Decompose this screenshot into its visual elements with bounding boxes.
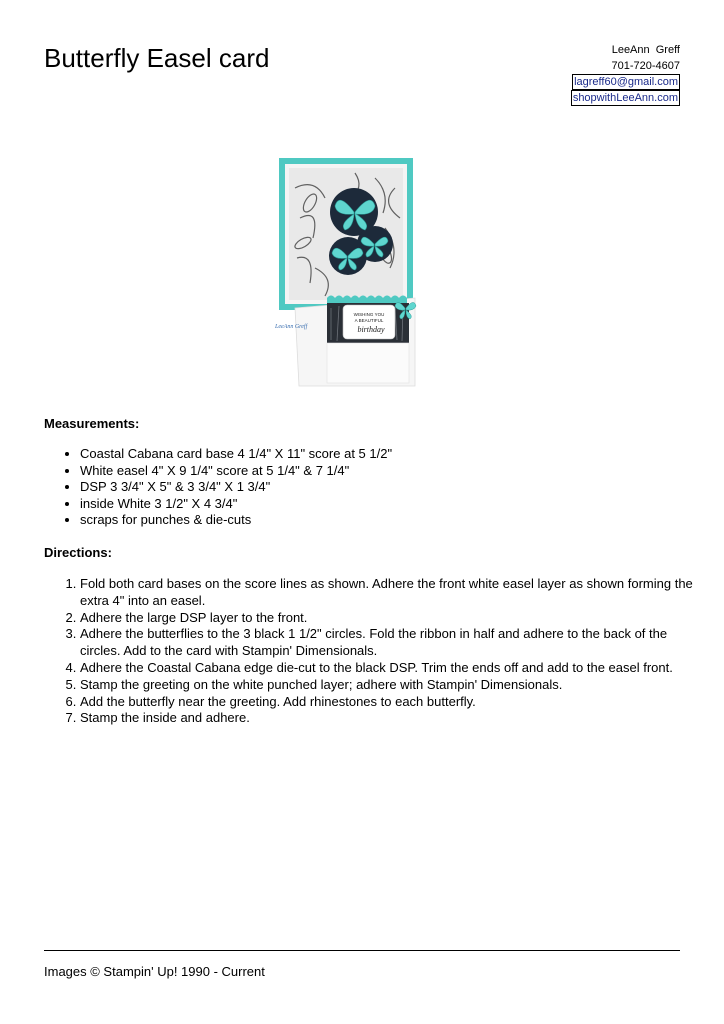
contact-name: LeeAnn Greff [611, 44, 680, 56]
card-photo [255, 158, 455, 388]
website-link[interactable]: shopwithLeeAnn.com [572, 92, 678, 104]
measurements-heading: Measurements: [44, 416, 140, 431]
page-title: Butterfly Easel card [44, 43, 270, 73]
easel-front-base [327, 343, 409, 383]
list-item: • inside White 3 1/2" X 4 3/4" [80, 496, 392, 513]
list-item: 6. Add the butterfly near the greeting. Add rhinestones to each butterfly. [80, 694, 700, 711]
directions-heading: Directions: [44, 545, 112, 560]
greeting-line2: A BEAUTIFUL [354, 318, 384, 323]
list-item: 1. Fold both card bases on the score lines as shown. Adhere the front white easel layer as shown forming the extra 4" into an easel. [80, 576, 700, 610]
contact-block [571, 42, 680, 106]
list-item: • scraps for punches & die-cuts [80, 512, 392, 529]
list-item: 3. Adhere the butterflies to the 3 black 1 1/2" circles. Fold the ribbon in half and adhere to the back of the circles. Add to the card with Stampin' Dimensionals. [80, 626, 700, 660]
contact-phone: 701-720-4607 [611, 60, 680, 72]
list-item: 2. Adhere the large DSP layer to the front. [80, 610, 700, 627]
directions-list [62, 576, 700, 727]
list-item: 4. Adhere the Coastal Cabana edge die-cut to the black DSP. Trim the ends off and add to the easel front. [80, 660, 700, 677]
email-link[interactable]: lagreff60@gmail.com [574, 76, 678, 88]
measurements-list [62, 446, 392, 529]
list-item: • DSP 3 3/4" X 5" & 3 3/4" X 1 3/4" [80, 479, 392, 496]
list-item: • Coastal Cabana card base 4 1/4" X 11" score at 5 1/2" [80, 446, 392, 463]
greeting-script: birthday [357, 325, 385, 334]
list-item: • White easel 4" X 9 1/4" score at 5 1/4" & 7 1/4" [80, 463, 392, 480]
footer-divider [44, 950, 680, 951]
signature-watermark: LeeAnn Greff [275, 324, 308, 330]
list-item: 5. Stamp the greeting on the white punched layer; adhere with Stampin' Dimensionals. [80, 677, 700, 694]
footer-copyright: Images © Stampin' Up! 1990 - Current [44, 964, 265, 979]
greeting-line1: WISHING YOU [353, 312, 385, 317]
list-item: 7. Stamp the inside and adhere. [80, 710, 700, 727]
